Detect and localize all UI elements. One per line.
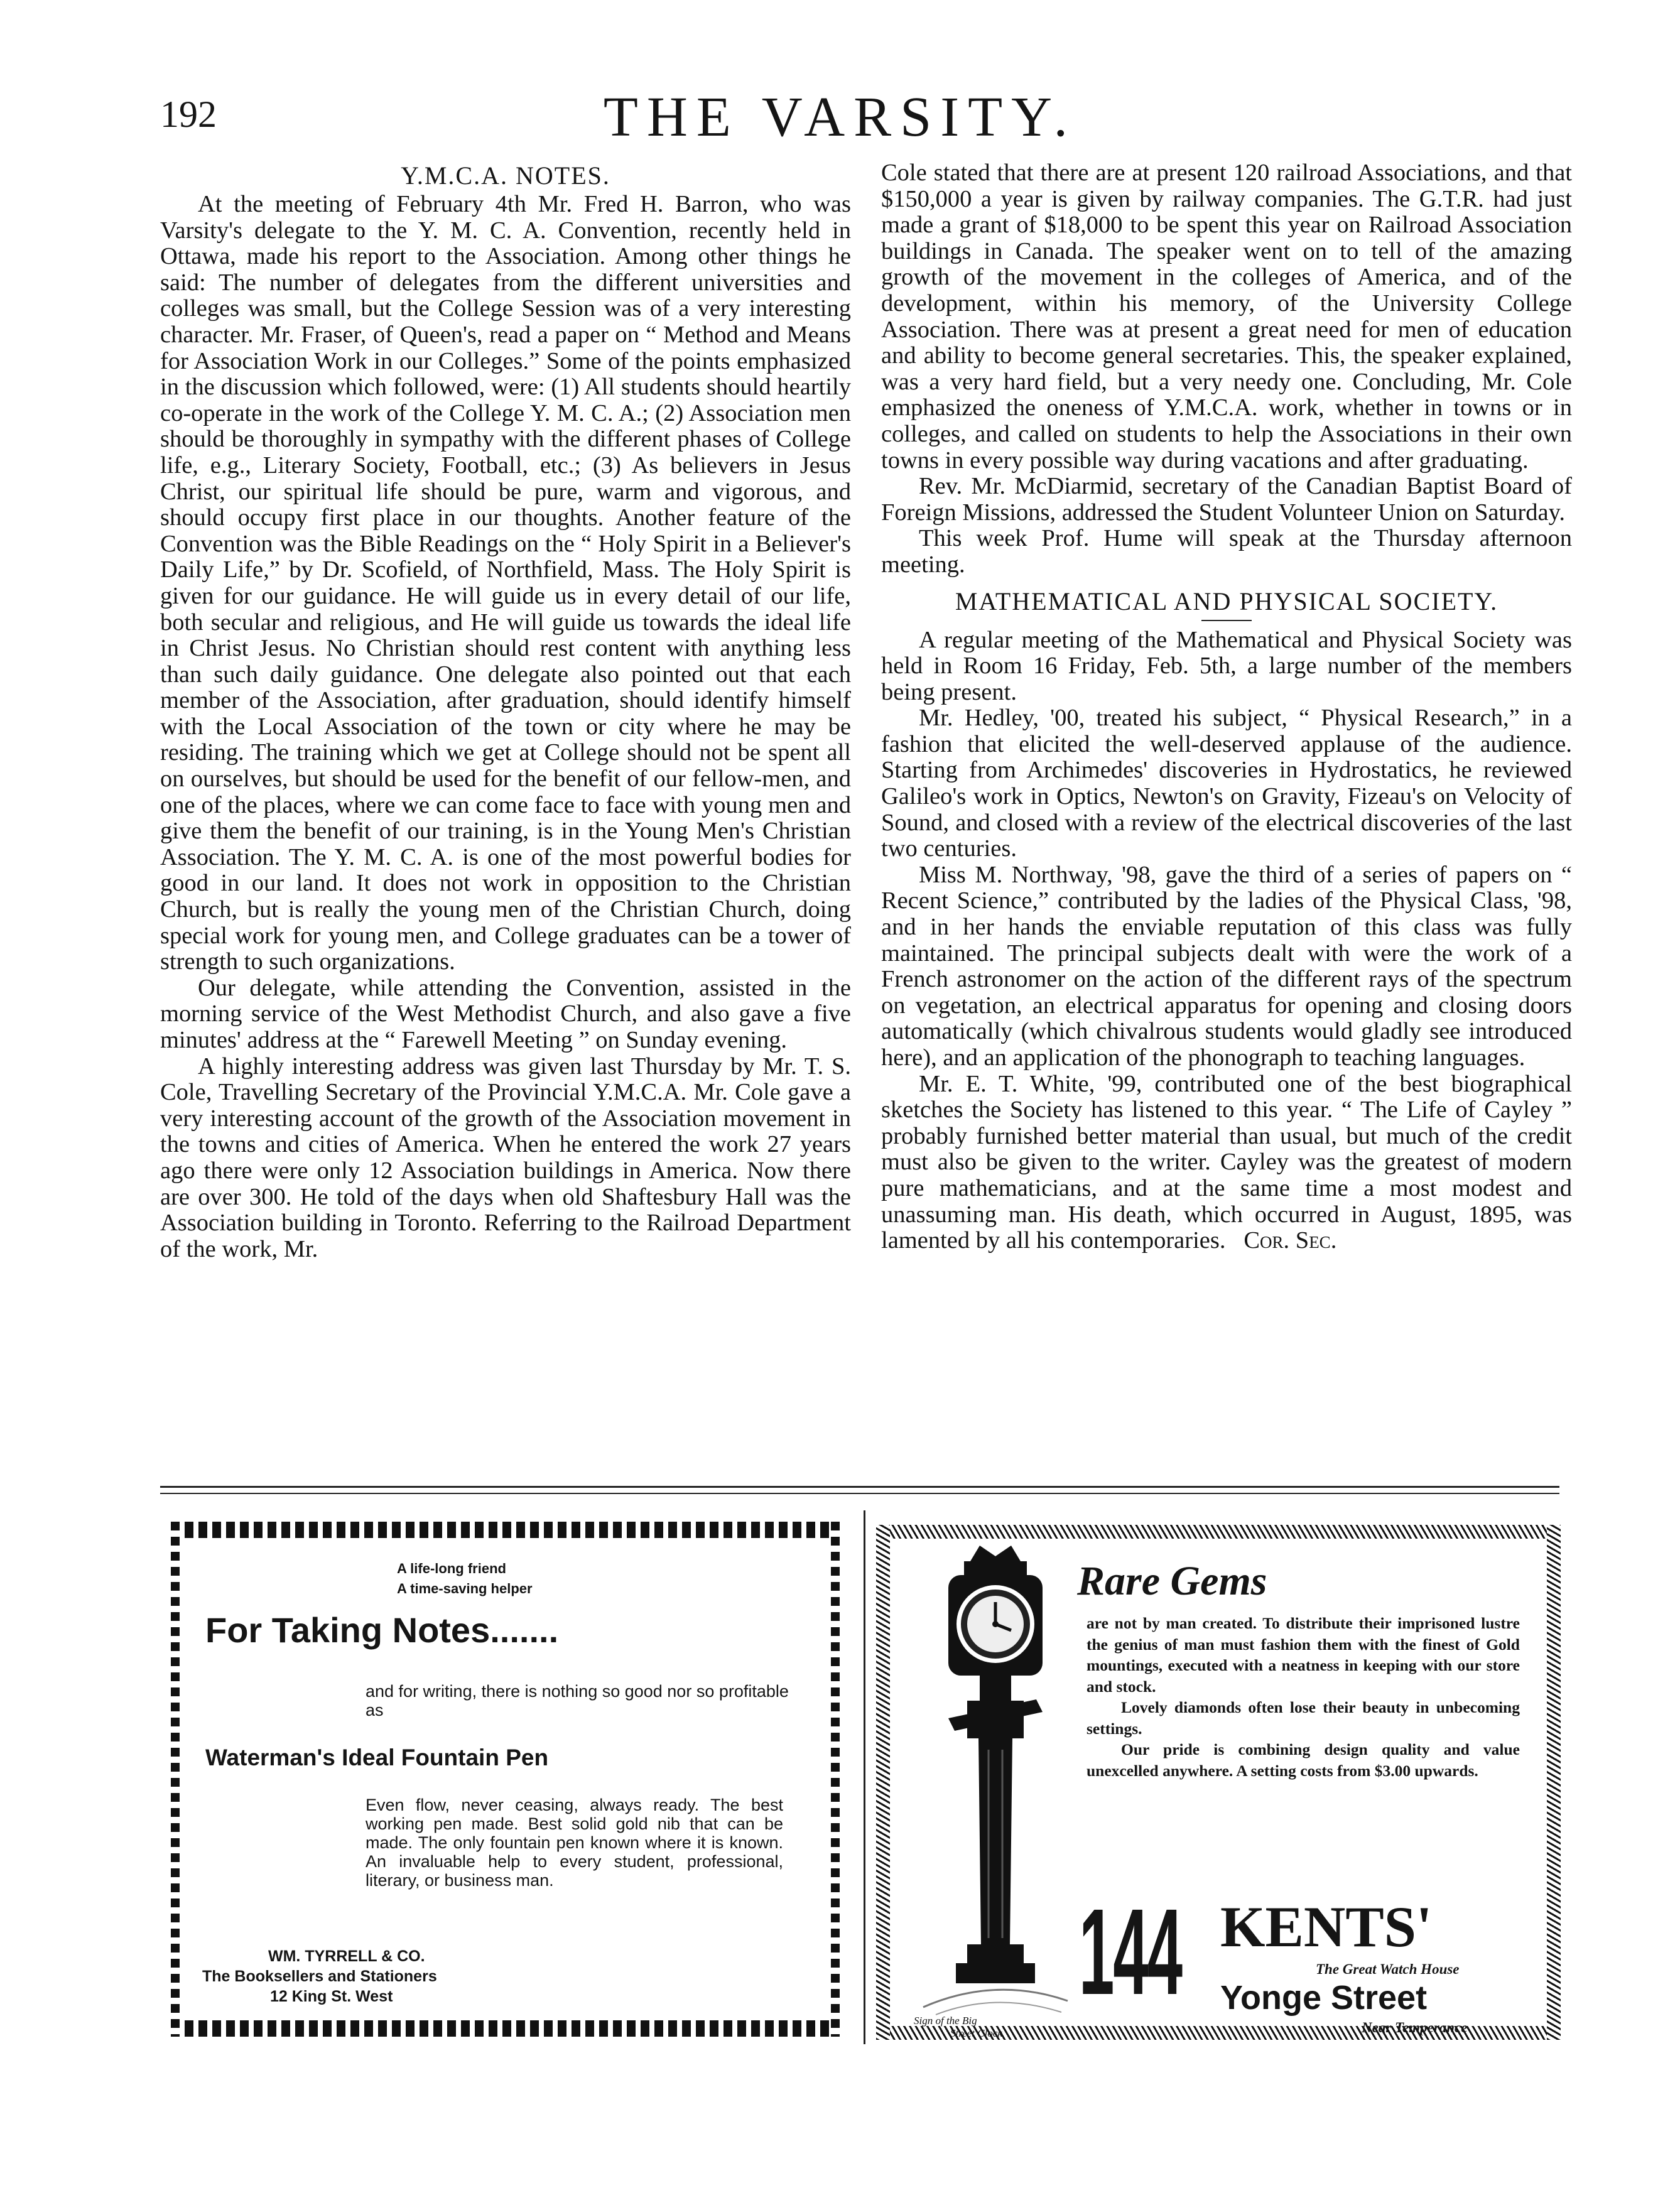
page-number: 192: [160, 94, 217, 135]
math-paragraph: A regular meeting of the Mathematical and Physical Society was held in Room 16 Friday, Feb. 5th, a large number of the members being present.: [881, 626, 1572, 705]
math-last-paragraph: Mr. E. T. White, '99, contributed one of the best biographical sketches the Society has listened to this year. “ The Life of Cayley ” probably furnished better material than usual, but much of the credit must also be given to the writer. Cayley was the greatest of modern pure mathematicians, and at the same time a most modest and unassuming man. His death, which occurred in August, 1895, was lamented by all his contemporaries.: [881, 1070, 1572, 1254]
waterman-ad: [171, 1522, 840, 2037]
ad-paragraph: are not by man created. To distribute their imprisoned lustre the genius of man must fashion them with the finest of Gold mountings, executed with a neatness in keeping with our store and stock.: [1087, 1614, 1520, 1696]
ad-paragraph: Our pride is combining design quality and value unexcelled anywhere. A setting costs from $3.00 upwards.: [1087, 1740, 1520, 1780]
hatched-border: [876, 1525, 1561, 1539]
ad-seller: WM. TYRRELL & CO.: [268, 1947, 425, 1965]
separator-rule-thin: [160, 1493, 1559, 1494]
ornamental-border: [171, 1522, 840, 1538]
ornamental-border: [171, 2020, 840, 2037]
ad-tagline: A life-long friend: [397, 1561, 506, 1576]
column-right: [881, 160, 1572, 1254]
kents-ad: [876, 1525, 1561, 2040]
masthead: THE VARSITY.: [603, 86, 1077, 148]
illustration-caption: Sign of the Big: [914, 2015, 977, 2027]
ymca-paragraph: This week Prof. Hume will speak at the Thursday afternoon meeting.: [881, 525, 1572, 578]
street-clock-illustration: [911, 1542, 1080, 2020]
hatched-border: [1547, 1525, 1561, 2040]
street-number: 144: [1079, 1883, 1181, 2020]
street-name: Yonge Street: [1220, 1979, 1428, 2017]
math-paragraph: [881, 1071, 1572, 1254]
ymca-paragraph: Our delegate, while attending the Convention, assisted in the morning service of the West Methodist Church, and also gave a five minutes' address at the “ Farewell Meeting ” on Sunday evening.: [160, 974, 851, 1053]
ornamental-border: [171, 1522, 180, 2037]
ad-seller-desc: The Booksellers and Stationers: [202, 1968, 437, 1985]
signature: Cor. Sec.: [1244, 1227, 1337, 1254]
store-location: Near Temperance: [1362, 2020, 1468, 2035]
column-left: [160, 160, 851, 1262]
ad-body: [1087, 1613, 1520, 1781]
heading-rule: [1201, 620, 1252, 621]
hatched-border: [876, 1525, 890, 2040]
math-paragraph: Miss M. Northway, '98, gave the third of a series of papers on “ Recent Science,” contributed by the ladies of the Physical Class, '98, and in her hands the enviable reputation of this class was fully maintained. The principal subjects dealt with were the work of a French astronomer on the action of the different rays of the spectrum on vegetation, an electrical apparatus for opening and closing doors automatically (which chivalrous students would gladly see introduced here), and an application of the phonograph to teaching languages.: [881, 861, 1572, 1071]
separator-rule: [160, 1486, 1559, 1488]
ad-intro: and for writing, there is nothing so good nor so profitable as: [366, 1682, 789, 1720]
store-name: KENTS': [1220, 1895, 1433, 1959]
ad-body: Even flow, never ceasing, always ready. The best working pen made. Best solid gold nib that can be made. The only fountain pen known where it is known. An invaluable help to every student, professional, literary, or business man.: [366, 1796, 783, 1890]
vertical-separator: [864, 1510, 865, 2044]
ad-paragraph: Lovely diamonds often lose their beauty in unbecoming settings.: [1087, 1698, 1520, 1738]
store-tagline: The Great Watch House: [1316, 1961, 1460, 1977]
math-paragraph: Mr. Hedley, '00, treated his subject, “ Physical Research,” in a fashion that elicited the well-deserved applause of the audience. Starting from Archimedes' discoveries in Hydrostatics, he reviewed Galileo's work in Optics, Newton's on Gravity, Fizeau's on Velocity of Sound, and closed with a review of the electrical discoveries of the last two centuries.: [881, 705, 1572, 862]
ymca-paragraph: A highly interesting address was given last Thursday by Mr. T. S. Cole, Travelling Secretary of the Provincial Y.M.C.A. Mr. Cole gave a very interesting account of the growth of the Association movement in the towns and cities of America. When he entered the work 27 years ago there were only 12 Association buildings in America. Now there are over 300. He told of the days when old Shaftesbury Hall was the Association building in Toronto. Referring to the Railroad Department of the work, Mr.: [160, 1053, 851, 1262]
ymca-paragraph: At the meeting of February 4th Mr. Fred H. Barron, who was Varsity's delegate to the Y. M. C. A. Convention, recently held in Ottawa, made his report to the Association. Among other things he said: The number of delegates from the different universities and colleges was small, but the College Session was of a very interesting character. Mr. Fraser, of Queen's, read a paper on “ Method and Means for Association Work in our Colleges.” Some of the points emphasized in the discussion which followed, were: (1) All students should heartily co-operate in the work of the College Y. M. C. A.; (2) Association men should be thoroughly in sympathy with the different phases of College life, e.g., Literary Society, Football, etc.; (3) As believers in Jesus Christ, our spiritual life should be pure, warm and vigorous, and should occupy first place in our thoughts. Another feature of the Convention was the Bible Readings on the “ Holy Spirit in a Believer's Daily Life,” by Dr. Scofield, of Northfield, Mass. The Holy Spirit is given for our guidance. He will guide us in every detail of our life, both secular and religious, and He will guide us towards the ideal life in Christ Jesus. No Christian should rest content with anything less than such daily guidance. One delegate also pointed out that each member of the Association, after graduation, should identify himself with the Local Association of the town or city where he may be residing. The training which we get at College should not be spent all on ourselves, but should be used for the benefit of our fellow-men, and one of the places, where we can come face to face with young men and give them the benefit of our training, is in the Young Men's Christian Association. The Y. M. C. A. is one of the most powerful bodies for good in our land. It does not work in opposition to the Christian Church, but is really the young men of the Christian Church, doing special work for young men, and College graduates can be a tower of strength to such organizations.: [160, 191, 851, 975]
ad-tagline: A time-saving helper: [397, 1581, 533, 1596]
ad-product: Waterman's Ideal Fountain Pen: [205, 1745, 549, 1770]
ymca-heading: Y.M.C.A. NOTES.: [401, 161, 610, 190]
ornamental-border: [831, 1522, 840, 2037]
ymca-paragraph: Rev. Mr. McDiarmid, secretary of the Canadian Baptist Board of Foreign Missions, addressed the Student Volunteer Union on Saturday.: [881, 473, 1572, 526]
ad-headline: Rare Gems: [1077, 1558, 1267, 1604]
math-heading: MATHEMATICAL AND PHYSICAL SOCIETY.: [955, 587, 1498, 615]
ymca-continued: Cole stated that there are at present 120 railroad Associations, and that $150,000 a year is given by railway companies. The G.T.R. had just made a grant of $18,000 to be spent this year on Railroad Association buildings in Canada. The speaker went on to tell of the amazing growth of the movement in the colleges of America, and of the development, within his memory, of the University College Association. There was at present a great need for men of education and ability to become general secretaries. This, the speaker explained, was a very hard field, but a very needy one. Concluding, Mr. Cole emphasized the oneness of Y.M.C.A. work, whether in towns or in colleges, and called on students to help the Associations in their own towns in every possible way during vacations and after graduating.: [881, 160, 1572, 474]
ad-headline: For Taking Notes.......: [205, 1610, 559, 1650]
illustration-caption: Street Clock: [950, 2027, 1002, 2039]
ad-address: 12 King St. West: [270, 1988, 393, 2005]
